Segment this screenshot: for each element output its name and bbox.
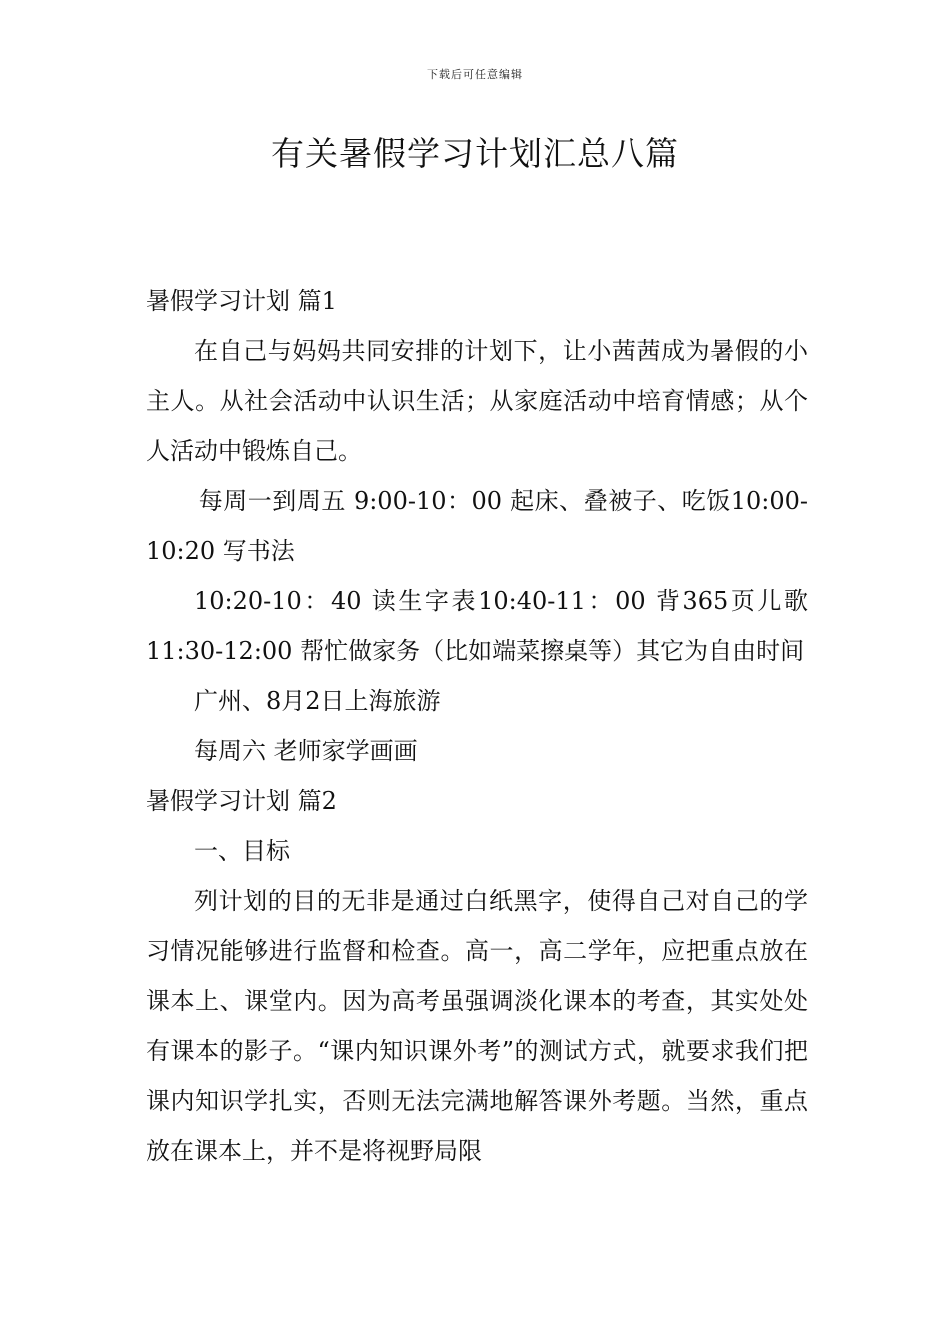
- paragraph: 列计划的目的无非是通过白纸黑字，使得自己对自己的学习情况能够进行监督和检查。高一，高二学年，应把重点放在课本上、课堂内。因为高考虽强调淡化课本的考查，其实处处有课本的影子。“课内知识课外考”的测试方式，就要求我们把课内知识学扎实，否则无法完满地解答课外考题。当然，重点放在课本上，并不是将视野局限: [146, 887, 808, 1165]
- paragraph: 10:20-10：40 读生字表10:40-11：00 背365页儿歌11:30-12:00 帮忙做家务（比如端菜擦桌等）其它为自由时间: [146, 587, 808, 665]
- paragraph: 每周六 老师家学画画: [194, 737, 418, 765]
- paragraph: 在自己与妈妈共同安排的计划下，让小茜茜成为暑假的小主人。从社会活动中认识生活；从家庭活动中培育情感；从个人活动中锻炼自己。: [146, 337, 808, 465]
- subheading: 一、目标: [194, 837, 290, 865]
- document-body: [146, 276, 808, 1176]
- document-title: 有关暑假学习计划汇总八篇: [271, 134, 679, 173]
- paragraph: 每周一到周五 9:00-10：00 起床、叠被子、吃饭10:00-10:20 写书法: [146, 487, 808, 565]
- paragraph: 广州、8月2日上海旅游: [194, 687, 441, 715]
- section-heading-1: 暑假学习计划 篇1: [146, 287, 337, 315]
- section-heading-2: 暑假学习计划 篇2: [146, 787, 337, 815]
- header-note: 下载后可任意编辑: [427, 68, 523, 81]
